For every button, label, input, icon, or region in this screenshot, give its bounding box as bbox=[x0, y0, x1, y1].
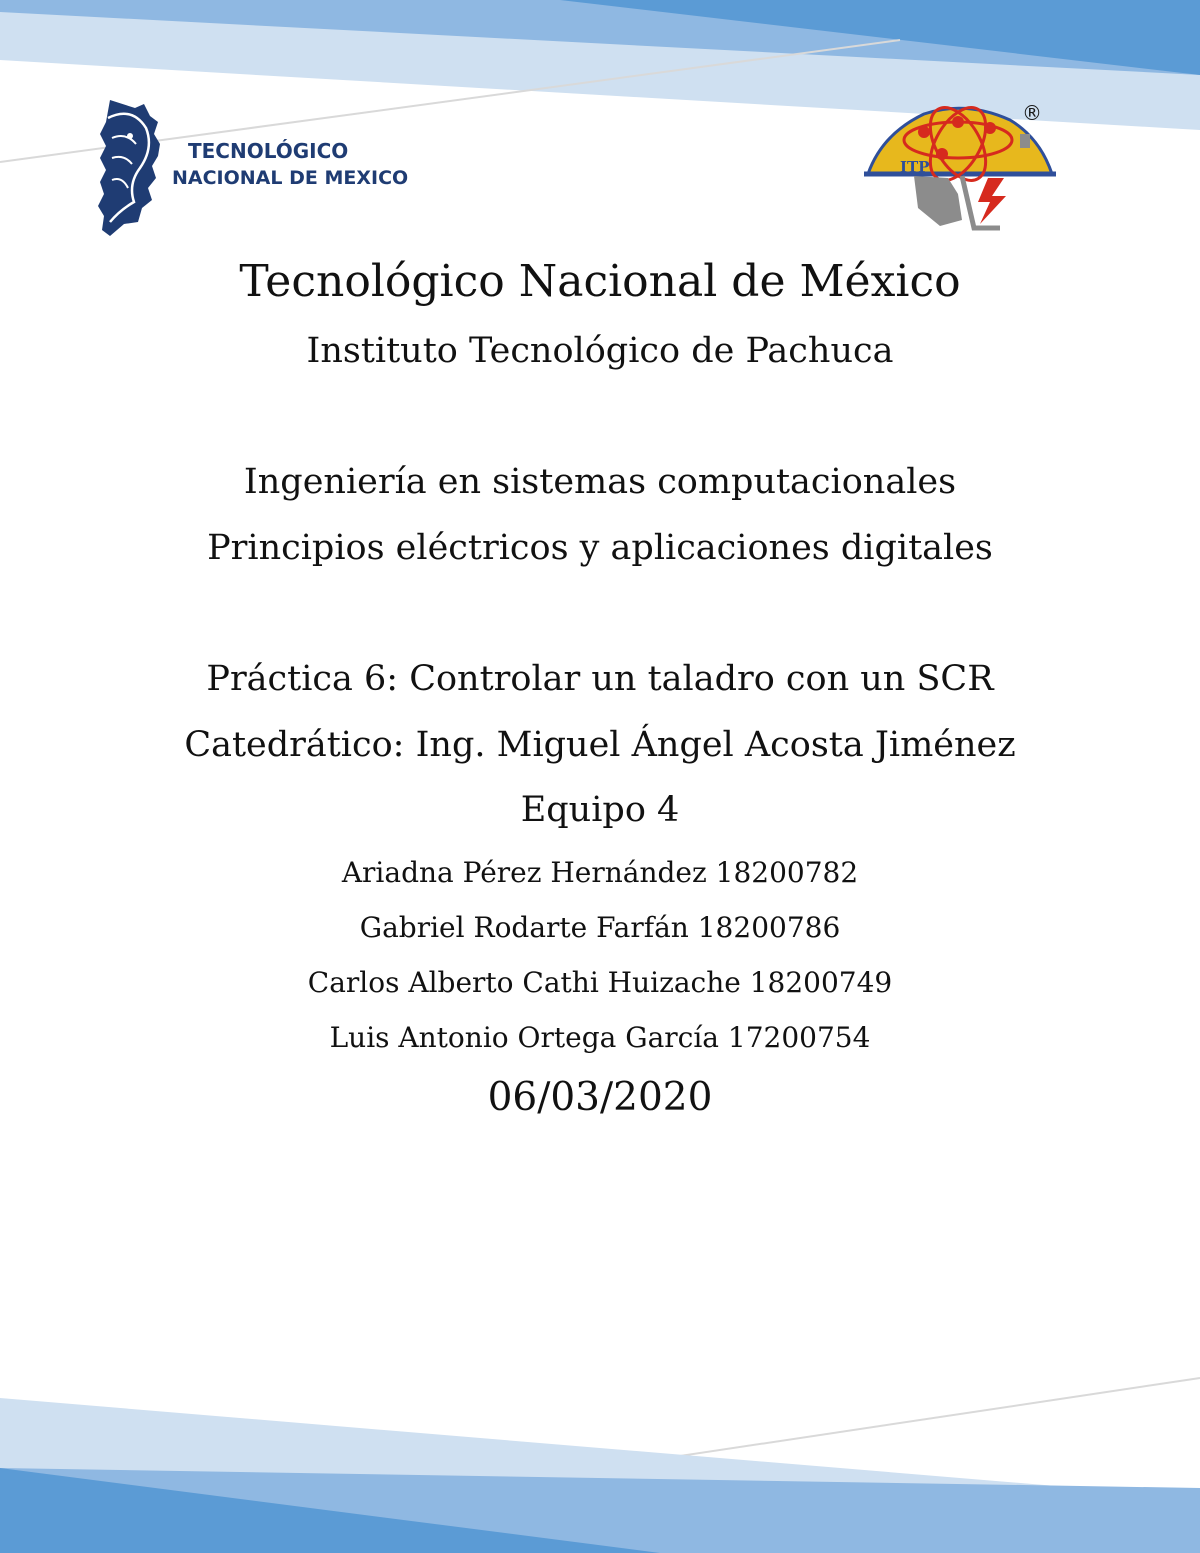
gear-eagle-icon bbox=[98, 100, 160, 236]
team-member: Ariadna Pérez Hernández 18200782 bbox=[341, 856, 859, 889]
practice-text: Práctica 6: Controlar un taladro con un SCR bbox=[206, 659, 994, 699]
itp-acronym: ITP bbox=[900, 158, 930, 176]
teacher-line bbox=[0, 725, 1200, 765]
career-text: Ingeniería en sistemas computacionales bbox=[243, 462, 957, 502]
itp-logo bbox=[862, 98, 1058, 238]
team-member: Gabriel Rodarte Farfán 18200786 bbox=[359, 911, 841, 944]
team-members-list bbox=[0, 855, 1200, 1075]
tecnm-logo bbox=[80, 98, 409, 238]
teacher-text: Catedrático: Ing. Miguel Ángel Acosta Jiménez bbox=[184, 725, 1016, 765]
tecnm-logo-line1: TECNOLÓGICO bbox=[188, 139, 349, 163]
campus-subtitle-text: Instituto Tecnológico de Pachuca bbox=[306, 331, 894, 371]
team-member: Luis Antonio Ortega García 17200754 bbox=[329, 1021, 871, 1054]
institution-title-text: Tecnológico Nacional de México bbox=[239, 256, 961, 307]
date-line bbox=[0, 1075, 1200, 1120]
subject-line bbox=[0, 528, 1200, 568]
team-member: Carlos Alberto Cathi Huizache 18200749 bbox=[307, 966, 893, 999]
institution-title bbox=[0, 256, 1200, 307]
team-line bbox=[0, 790, 1200, 830]
registered-mark: ® bbox=[1022, 101, 1042, 125]
career-line bbox=[0, 462, 1200, 502]
campus-subtitle bbox=[0, 331, 1200, 371]
team-text: Equipo 4 bbox=[520, 790, 680, 830]
practice-line bbox=[0, 659, 1200, 699]
subject-text: Principios eléctricos y aplicaciones digitales bbox=[207, 528, 993, 568]
tecnm-logo-line2: NACIONAL DE MEXICO bbox=[172, 167, 409, 189]
date-text: 06/03/2020 bbox=[487, 1075, 713, 1120]
bottom-decorative-band bbox=[0, 1368, 1200, 1553]
